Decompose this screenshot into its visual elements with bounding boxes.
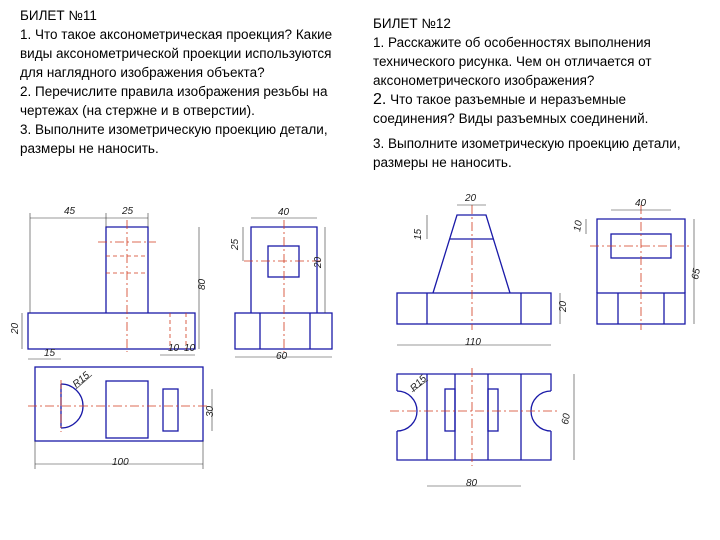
dim12-65: 65 <box>690 267 703 281</box>
dim-20-base: 20 <box>10 322 21 334</box>
dim-40: 40 <box>278 207 290 218</box>
dim12-60: 60 <box>560 412 573 426</box>
dim-20-side: 20 <box>313 256 324 268</box>
side-view-11 <box>235 227 332 349</box>
dim12-80: 80 <box>466 478 478 489</box>
ticket-12-q2-number: 2. <box>373 91 387 108</box>
dim-80: 80 <box>197 278 208 290</box>
dim-25-side: 25 <box>230 238 241 250</box>
drawing-11 <box>22 213 332 469</box>
dim-30: 30 <box>205 405 216 417</box>
ticket-11-question-3: 3. Выполните изометрическую проекцию детали, размеры не наносить. <box>20 122 328 156</box>
dim12-110: 110 <box>465 337 481 348</box>
dimensions-12 <box>408 193 703 489</box>
dim-25-top: 25 <box>122 206 134 217</box>
ticket-11-question-1: 1. Что такое аксонометрическая проекция? Какие виды аксонометрической проекции используются для наглядного изображения объекта? <box>20 27 333 80</box>
dim-100: 100 <box>112 457 129 468</box>
dim-r15: R15 <box>70 370 92 391</box>
dim-45: 45 <box>64 206 76 217</box>
dimensions-11 <box>10 206 324 468</box>
dim12-r15: R15 <box>408 373 430 395</box>
top-view-11 <box>35 367 203 441</box>
dim12-40: 40 <box>635 198 647 209</box>
dim-15: 15 <box>44 348 56 359</box>
ticket-11-title: БИЛЕТ №11 <box>20 8 97 23</box>
ticket-12-question-1: 1. Расскажите об особенностях выполнения технического рисунка. Чем он отличается от аксонометрического изображения? <box>373 35 652 88</box>
dim12-15: 15 <box>413 228 424 240</box>
dim12-10: 10 <box>572 219 585 233</box>
dim12-20-top: 20 <box>465 193 477 204</box>
dim12-20-base: 20 <box>558 300 569 312</box>
ticket-12-title: БИЛЕТ №12 <box>373 16 451 31</box>
dim-10-a: 10 <box>168 343 180 354</box>
dim-60: 60 <box>276 351 288 362</box>
ticket-12-q2-text: Что такое разъемные и неразъемные соединения? Виды разъемных соединений. <box>373 92 649 126</box>
drawing-12 <box>390 205 694 486</box>
dim-10-b: 10 <box>184 343 196 354</box>
ticket-11-question-2: 2. Перечислите правила изображения резьбы на чертежах (на стержне и в отверстии). <box>20 84 328 118</box>
ticket-12-question-3: 3. Выполните изометрическую проекцию детали, размеры не наносить. <box>373 136 681 170</box>
